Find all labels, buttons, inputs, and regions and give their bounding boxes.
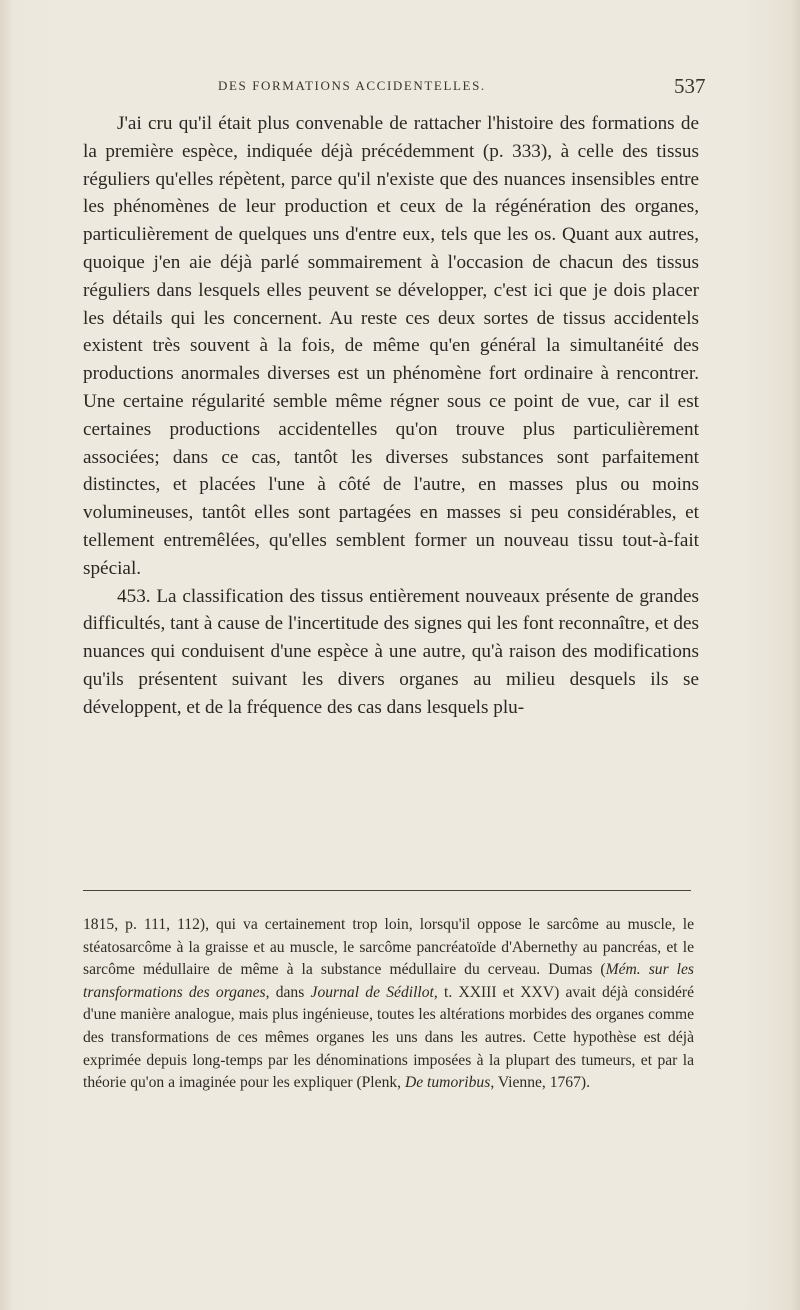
- footnote-text: , dans: [265, 983, 311, 1001]
- main-text: [83, 110, 699, 722]
- footnote-divider: [83, 890, 691, 891]
- footnote-text: , t. XXIII et XXV) avait déjà considéré d'une manière analogue, mais plus ingénieuse, toutes les altérations morbides des organes comme des transformations de ces mêmes organes les uns dans les autres. Cette hypothèse est déjà exprimée depuis long-temps par les dénominations imposées à la plupart des tumeurs, et par la théorie qu'on a imaginée pour les expliquer (Plenk,: [83, 983, 694, 1092]
- footnote-journal: Journal de Sédillot: [310, 983, 434, 1001]
- paragraph: J'ai cru qu'il était plus convenable de rattacher l'histoire des formations de la première espèce, indiquée déjà précédemment (p. 333), à celle des tissus réguliers qu'elles répètent, parce qu'il n'existe que des nuances insensibles entre les phénomènes de leur production et ceux de la régénération des organes, particulièrement de quelques uns d'entre eux, tels que les os. Quant aux autres, quoique j'en aie déjà parlé sommairement à l'occasion de chacun des tissus réguliers dans lesquels elles peuvent se développer, c'est ici que je dois placer les détails qui les concernent. Au reste ces deux sortes de tissus accidentels existent très souvent à la fois, de même qu'en général la simultanéité des productions anormales diverses est un phénomène fort ordinaire à rencontrer. Une certaine régularité semble même régner sous ce point de vue, car il est certaines productions accidentelles qu'on trouve plus particulièrement associées; dans ce cas, tantôt les diverses substances sont parfaitement distinctes, et placées l'une à côté de l'autre, en masses plus ou moins volumineuses, tantôt elles sont partagées en masses si peu considérables, et tellement entremêlées, qu'elles semblent former un nouveau tissu tout-à-fait spécial.: [83, 113, 699, 579]
- running-title: DES FORMATIONS ACCIDENTELLES.: [218, 78, 486, 93]
- footnote-citation: De tumoribus: [404, 1074, 491, 1092]
- footnote-citation: Mém. sur les transformations des organes: [83, 961, 694, 1001]
- paragraph: 453. La classification des tissus entièrement nouveaux présente de grandes difficultés, tant à cause de l'incertitude des signes qui les font reconnaître, et des nuances qui conduisent d'une espèce à une autre, qu'à raison des modifications qu'ils présentent suivant les divers organes au milieu desquels ils se développent, et de la fréquence des cas dans lesquels plu-: [83, 585, 699, 718]
- running-header: [0, 76, 800, 98]
- page-number: 537: [674, 74, 706, 98]
- footnote-text: 1815, p. 111, 112), qui va certainement trop loin, lorsqu'il oppose le sarcôme au muscle, le stéatosarcôme à la graisse et au muscle, le sarcôme pancréatoïde d'Abernethy au pancréas, et le sarcôme médullaire de même à la substance médullaire du cerveau. Dumas (: [83, 916, 694, 979]
- footnote: [83, 914, 694, 1095]
- footnote-text: , Vienne, 1767).: [490, 1074, 590, 1092]
